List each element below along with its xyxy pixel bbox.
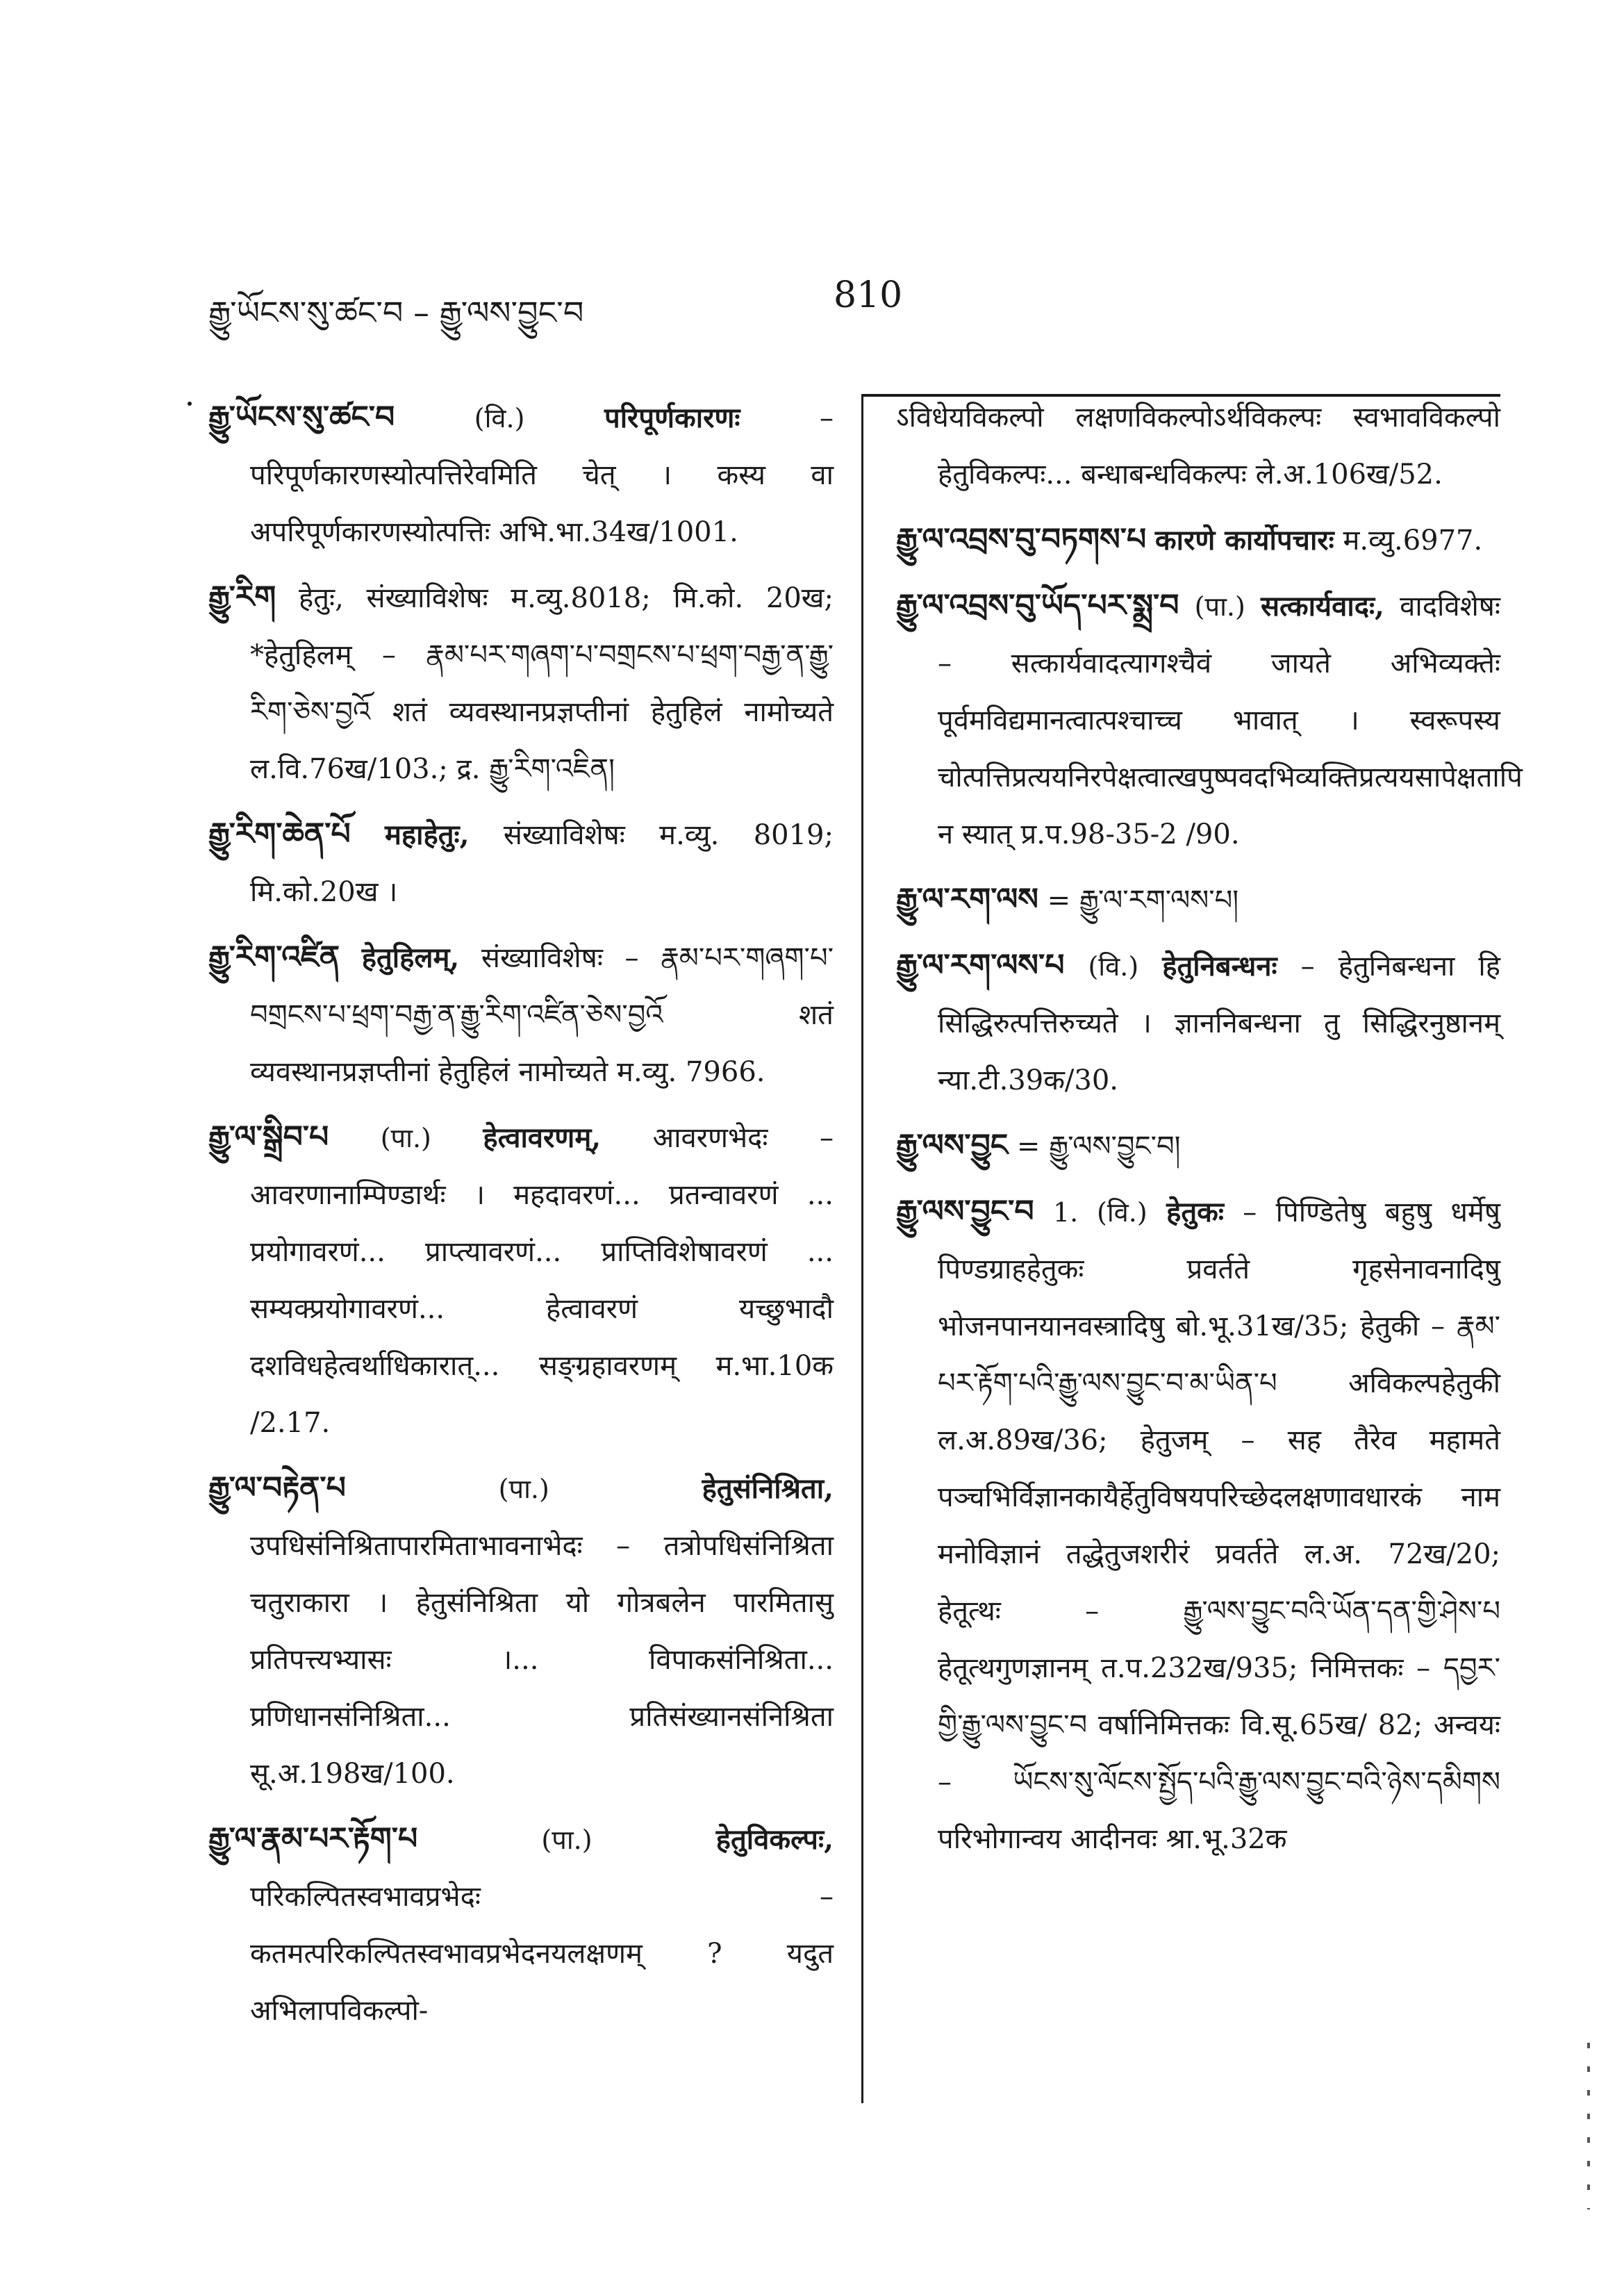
entry-grammar: (पा.) — [498, 1474, 549, 1504]
entry-equivalent: हेतुहिलम्, — [361, 941, 460, 974]
entry-headword: རྒྱུ་ལ་རག་ལས — [896, 882, 1038, 917]
entry-equivalent: हेतुकः — [1166, 1196, 1224, 1228]
entry-headword: རྒྱུ་ལ་སྒྲིབ་པ — [208, 1119, 329, 1155]
entry-headword: རྒྱུ་རིག — [208, 579, 276, 615]
entry-equivalent: हेत्वावरणम्, — [483, 1121, 602, 1154]
entry-headword: རྒྱུ་ལ་བརྟེན་པ — [208, 1470, 346, 1506]
entry-grammar: (पा.) — [541, 1825, 593, 1855]
dictionary-entry — [208, 1811, 834, 2039]
entry-body: संख्याविशेषः म.व्यु. 8019; मि.को.20ख । — [250, 819, 834, 908]
entry-headword: རྒྱུ་ཡོངས་སུ་ཚང་བ — [208, 400, 395, 435]
dictionary-entry — [208, 1460, 834, 1802]
entry-body: – पिण्डितेषु बहुषु धर्मेषु पिण्डग्राहहेतुकः प्रवर्तते गृहसेनावनादिषु भोजनपानयानवस्त्रादिषु बो.भू.31ख/35; हेतुकी – རྣམ་པར་རྟོག་པའི་རྒྱུ་ལས་བྱུང་བ་མ་ཡིན་པ अविकल्पहेतुकी ल.अ.89ख/36; हेतुजम् – सह तैरेव महामते पञ्चभिर्विज्ञानकायैर्हेतुविषयपरिच्छेदलक्षणावधारकं नाम मनोविज्ञानं तद्धेतुजशरीरं प्रवर्तते ल.अ. 72ख/20; हेतूत्थः – རྒྱུ་ལས་བྱུང་བའི་ཡོན་དན་གྱི་ཤེས་པ हेतूत्थगुणज्ञानम् त.प.232ख/935; निमित्तकः – དབྱར་གྱི་རྒྱུ་ལས་བྱུང་བ वर्षानिमित्तकः वि.सू.65ख/ 82; अन्वयः – ཡོངས་སུ་ལོངས་སྤྱོད་པའི་རྒྱུ་ལས་བྱུང་བའི་ཉེས་དམིགས परिभोगान्वय आदीनवः श्रा.भू.32क — [938, 1196, 1501, 1855]
entry-headword: རྒྱུ་ལས་བྱུང་བ — [896, 1194, 1034, 1229]
dictionary-entry — [896, 511, 1500, 569]
entry-body: – हेतुनिबन्धना हि सिद्धिरुत्पत्तिरुच्यते । ज्ञाननिबन्धना तु सिद्धिरनुष्ठानम् न्या.टी.39क/30. — [938, 950, 1501, 1096]
entry-body: परिकल्पितस्वभावप्रभेदः – कतमत्परिकल्पितस्वभावप्रभेदनयलक्षणम् ? यदुत अभिलापविकल्पो- — [250, 1881, 834, 2027]
scan-edge-marks — [1587, 2043, 1590, 2209]
entry-equivalent: कारणे कार्योपचारः — [1154, 524, 1334, 557]
margin-dot — [188, 402, 192, 406]
entry-body: ऽविधेयविकल्पो लक्षणविकल्पोऽर्थविकल्पः स्वभावविकल्पो हेतुविकल्पः... बन्धाबन्धविकल्पः ले.अ.106ख/52. — [896, 402, 1500, 491]
dictionary-entry — [208, 806, 834, 921]
dictionary-entry — [208, 389, 834, 561]
entry-equivalent: हेतुनिबन्धनः — [1162, 950, 1277, 982]
entry-grammar: 1. (वि.) — [1053, 1197, 1147, 1228]
entry-body: उपधिसंनिश्रितापारमिताभावनाभेदः – तत्रोपधिसंनिश्रिता चतुराकारा । हेतुसंनिश्रिता यो गोत्रबलेन पारमितासु प्रतिपत्त्यभ्यासः ।... विपाकसंनिश्रिता... प्रणिधानसंनिश्रिता... प्रतिसंख्यानसंनिश्रिता सू.अ.198ख/100. — [250, 1530, 834, 1790]
dictionary-entry — [896, 577, 1523, 863]
dictionary-entry — [896, 937, 1500, 1109]
dictionary-entry — [208, 1109, 834, 1451]
entry-grammar: (पा.) — [1194, 591, 1245, 622]
entry-equivalent: महाहेतुः, — [384, 818, 470, 851]
entry-equivalent: हेतुविकल्पः, — [715, 1823, 834, 1856]
entry-headword: རྒྱུ་རིག་ཆེན་པོ — [208, 816, 351, 852]
entry-equivalent: परिपूर्णकारणः — [604, 402, 740, 434]
entry-body: – परिपूर्णकारणस्योत्पत्तिरेवमिति चेत् । कस्य वा अपरिपूर्णकारणस्योत्पत्तिः अभि.भा.34ख/1001. — [250, 402, 834, 548]
left-column — [208, 389, 834, 2048]
dictionary-entry-continued — [896, 389, 1500, 503]
entry-headword: རྒྱུ་ལ་འབྲས་བུ་ཡོད་པར་སྨྲ་བ — [896, 588, 1179, 623]
column-divider — [861, 394, 863, 2103]
running-head: རྒྱུ་ཡོངས་སུ་ཚང་བ – རྒྱུ་ལས་བྱུང་བ — [208, 294, 584, 331]
entry-body: वादविशेषः – सत्कार्यवादत्यागश्चैवं जायते अभिव्यक्तेः पूर्वमविद्यमानत्वात्पश्चाच्च भावात् । स्वरूपस्य चोत्पत्तिप्रत्ययनिरपेक्षत्वात्खपुष्पवदभिव्यक्तिप्रत्ययसापेक्षतापि न स्यात् प्र.प.98-35-2 /90. — [938, 591, 1523, 850]
entry-equivalent: हेतुसंनिश्रिता, — [702, 1472, 834, 1505]
dictionary-entry — [896, 1183, 1500, 1868]
entry-grammar: (पा.) — [380, 1123, 431, 1153]
entry-body: म.व्यु.6977. — [1343, 525, 1483, 557]
entry-body: हेतुः, संख्याविशेषः म.व्यु.8018; मि.को. 20ख; *हेतुहिलम् – རྣམ་པར་གཞག་པ་བགྲངས་པ་ཕྲག་བརྒྱ་ན་རྒྱུ་རིག་ཅེས་བྱའོ शतं व्यवस्थानप्रज्ञप्तीनां हेतुहिलं नामोच्यते ल.वि.76ख/103.; द्र. རྒྱུ་རིག་འཇིན། — [250, 582, 834, 785]
right-column — [896, 389, 1523, 1876]
dictionary-entry — [896, 1117, 1500, 1175]
page-number: 810 — [834, 274, 903, 316]
dictionary-entry — [208, 569, 834, 798]
entry-grammar: (वि.) — [1088, 951, 1139, 982]
entry-headword: རྒྱུ་ལ་འབྲས་བུ་བཏགས་པ — [896, 522, 1147, 557]
dictionary-entry — [208, 929, 834, 1101]
entry-grammar: (वि.) — [474, 403, 525, 434]
entry-body: = རྒྱུ་ལས་བྱུང་བ། — [1016, 1130, 1181, 1162]
entry-headword: རྒྱུ་ལ་རྣམ་པར་རྟོག་པ — [208, 1821, 418, 1857]
entry-equivalent: सत्कार्यवादः, — [1261, 590, 1384, 623]
entry-headword: རྒྱུ་རིག་འཛིན — [208, 939, 340, 975]
entry-headword: རྒྱུ་ལ་རག་ལས་པ — [896, 948, 1065, 983]
entry-body: संख्याविशेषः – རྣམ་པར་གཞག་པ་བགྲངས་པ་ཕྲག་བརྒྱ་ན་རྒྱུ་རིག་འཛིན་ཅེས་བྱའོ शतं व्यवस्थानप्रज्ञप्तीनां हेतुहिलं नामोच्यते म.व्यु. 7966. — [250, 942, 834, 1088]
entry-body: आवरणभेदः – आवरणानाम्पिण्डार्थः । महदावरणं... प्रतन्वावरणं ... प्रयोगावरणं... प्राप्त्यावरणं... प्राप्तिविशेषावरणं ... सम्यक्प्रयोगावरणं... हेत्वावरणं यच्छुभादौ दशविधहेत्वर्थाधिकारात्... सङ्ग्रहावरणम् म.भा.10क /2.17. — [250, 1122, 834, 1439]
entry-body: = རྒྱུ་ལ་རག་ལས་པ། — [1047, 884, 1239, 916]
entry-headword: རྒྱུ་ལས་བྱུང — [896, 1128, 1009, 1163]
dictionary-entry — [896, 871, 1500, 929]
